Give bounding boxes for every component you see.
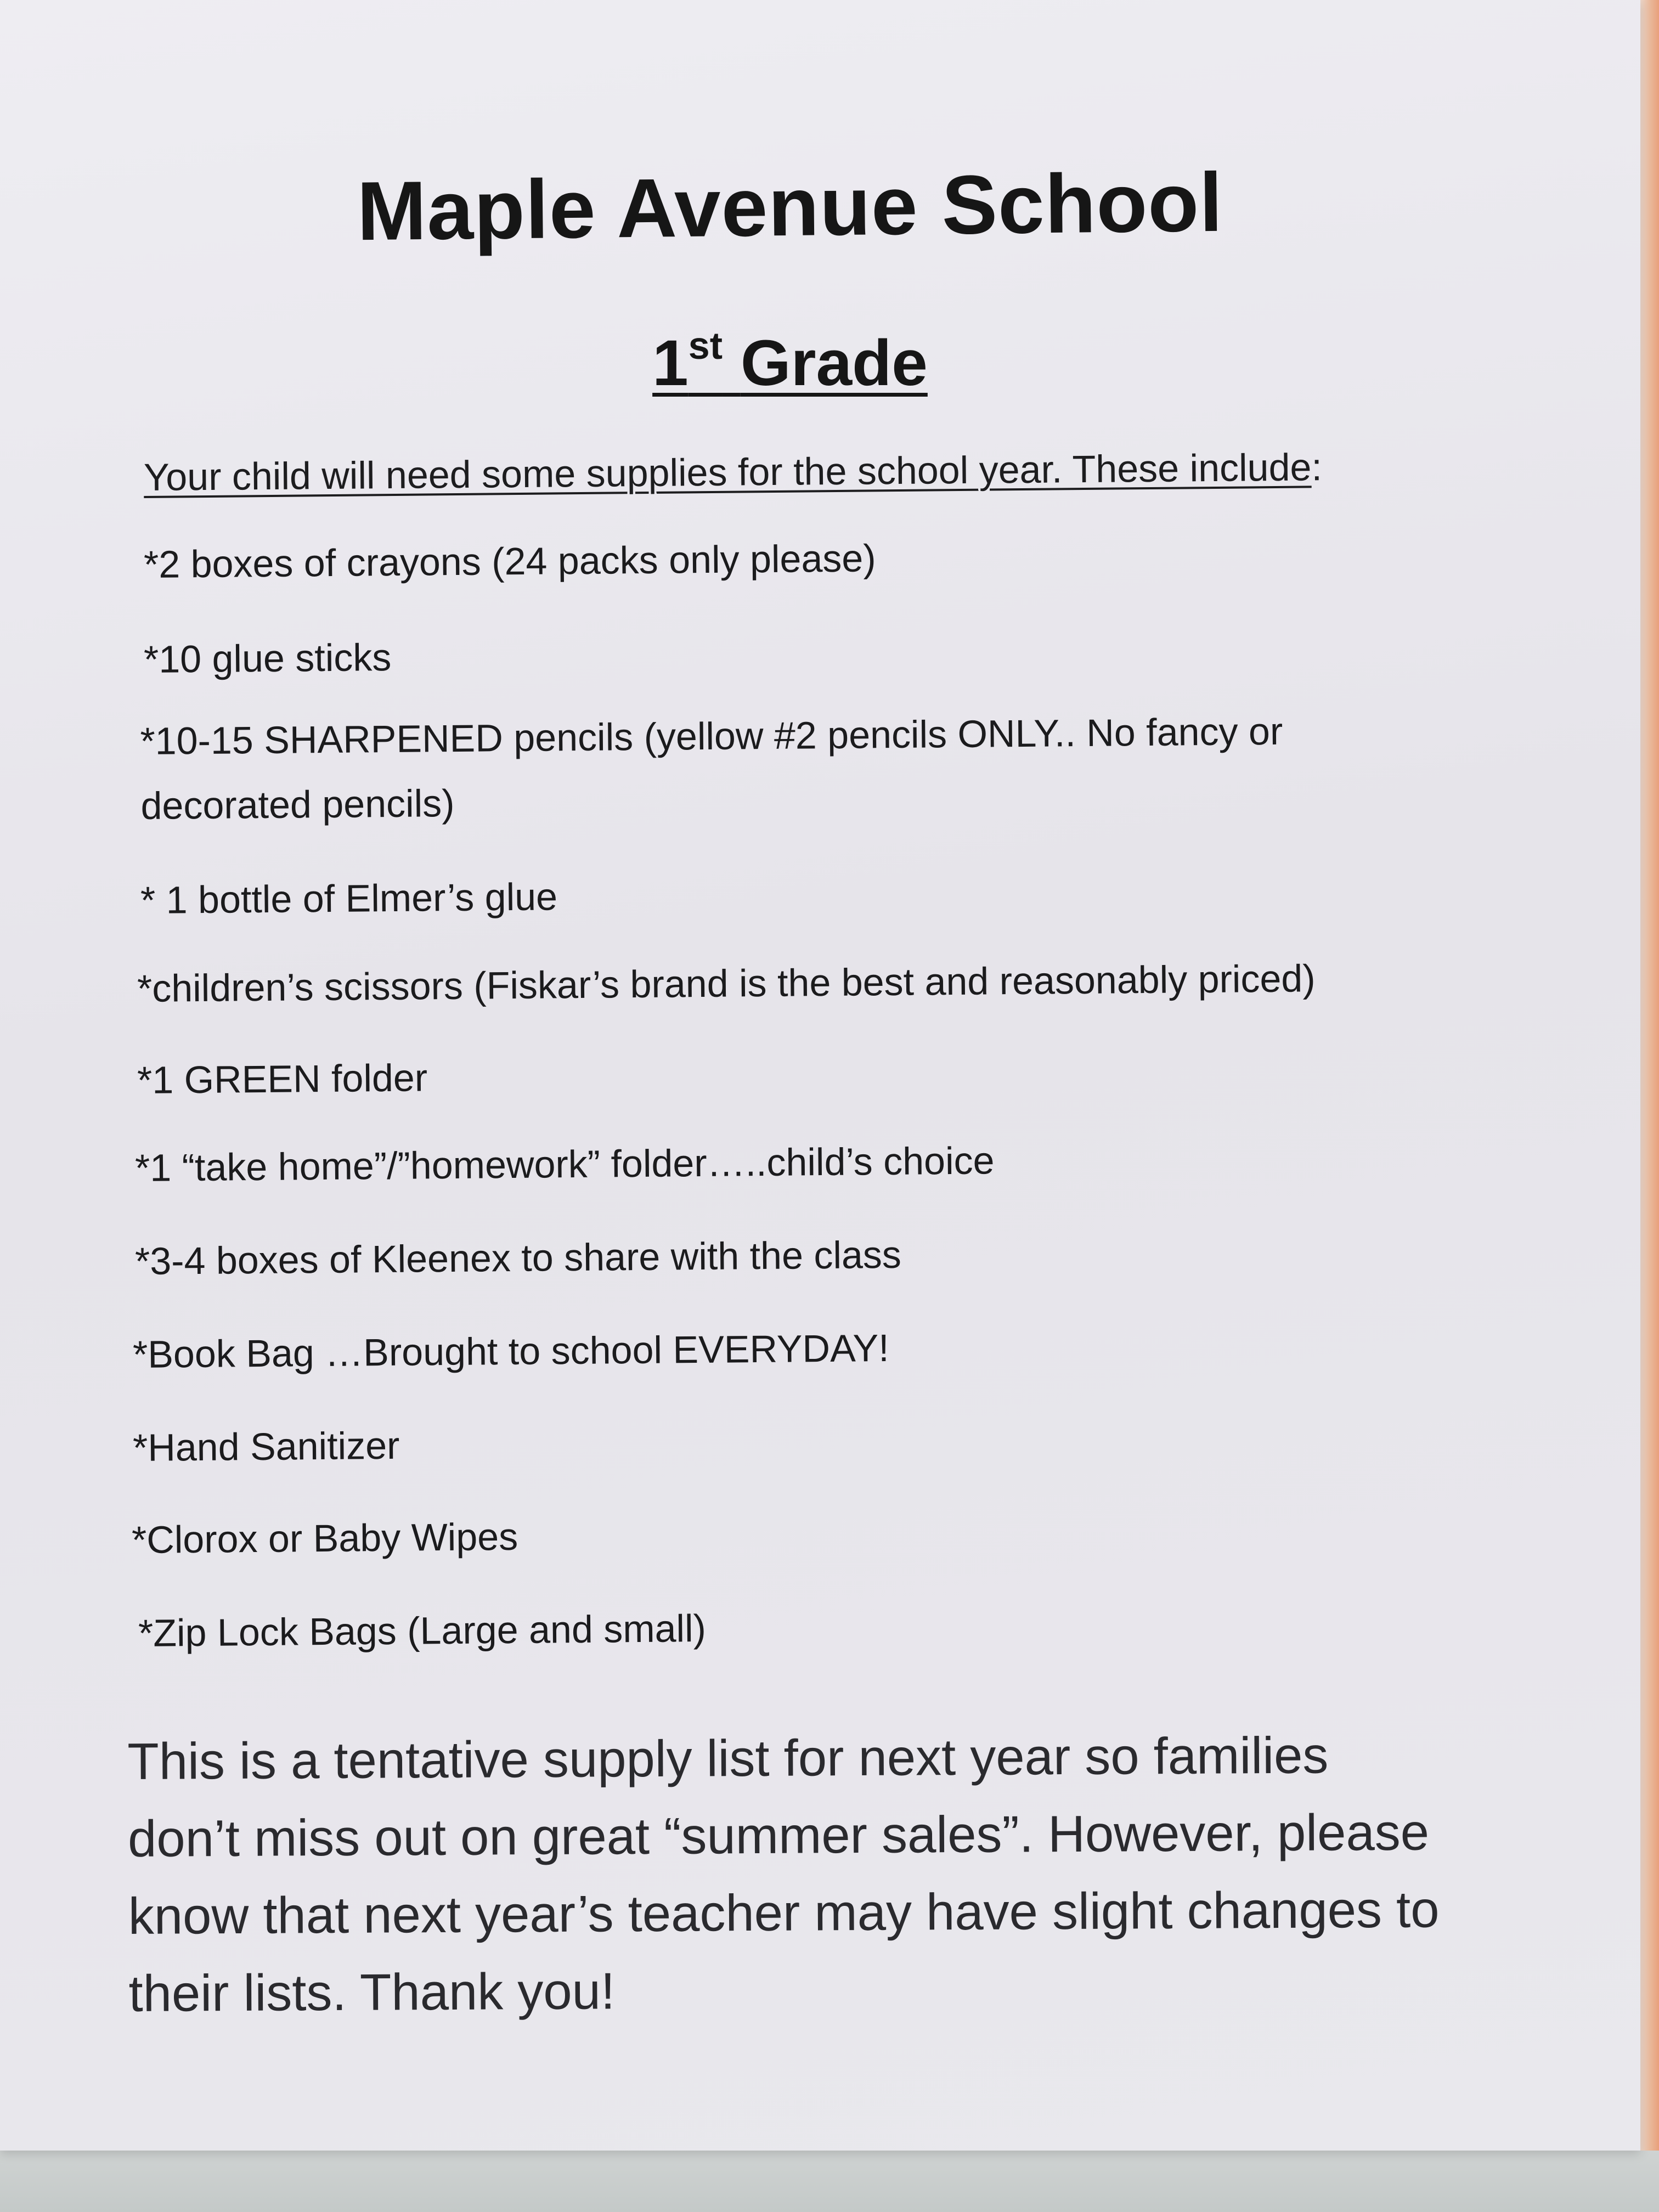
supply-item-book-bag: *Book Bag …Brought to school EVERYDAY! xyxy=(132,1326,890,1376)
orange-paper-edge xyxy=(1637,0,1659,2212)
supply-item-pencils: *10-15 SHARPENED pencils (yellow #2 pencils ONLY.. No fancy or decorated pencils) xyxy=(140,709,1283,827)
supply-item-scissors: *children’s scissors (Fiskar’s brand is the best and reasonably priced) xyxy=(137,957,1316,1010)
supply-item-glue-sticks: *10 glue sticks xyxy=(143,636,392,681)
intro-text: Your child will need some supplies for the school year. These include xyxy=(143,445,1312,499)
supply-item-crayons: *2 boxes of crayons (24 packs only please) xyxy=(143,537,876,586)
closing-note: This is a tentative supply list for next year so families don’t miss out on great “summer sales”. However, please know that next year’s teacher may have slight changes to their lists. Thank you! xyxy=(127,1726,1440,2022)
supply-item-take-home-folder: *1 “take home”/”homework” folder…..child’s choice xyxy=(134,1139,995,1189)
supply-item-green-folder: *1 GREEN folder xyxy=(137,1056,428,1102)
grade-number: 1 xyxy=(652,327,689,399)
table-surface xyxy=(0,2151,1659,2212)
grade-word: Grade xyxy=(740,327,928,399)
supply-item-kleenex: *3-4 boxes of Kleenex to share with the class xyxy=(134,1233,902,1283)
grade-suffix: st xyxy=(688,324,723,367)
school-name-heading: Maple Avenue School xyxy=(356,155,1224,258)
supply-item-wipes: *Clorox or Baby Wipes xyxy=(131,1515,518,1561)
supply-item-hand-sanitizer: *Hand Sanitizer xyxy=(132,1424,400,1469)
supply-item-elmers-glue: * 1 bottle of Elmer’s glue xyxy=(140,875,558,922)
supply-item-zip-lock-bags: *Zip Lock Bags (Large and small) xyxy=(138,1606,707,1655)
intro-colon: : xyxy=(1311,445,1323,489)
